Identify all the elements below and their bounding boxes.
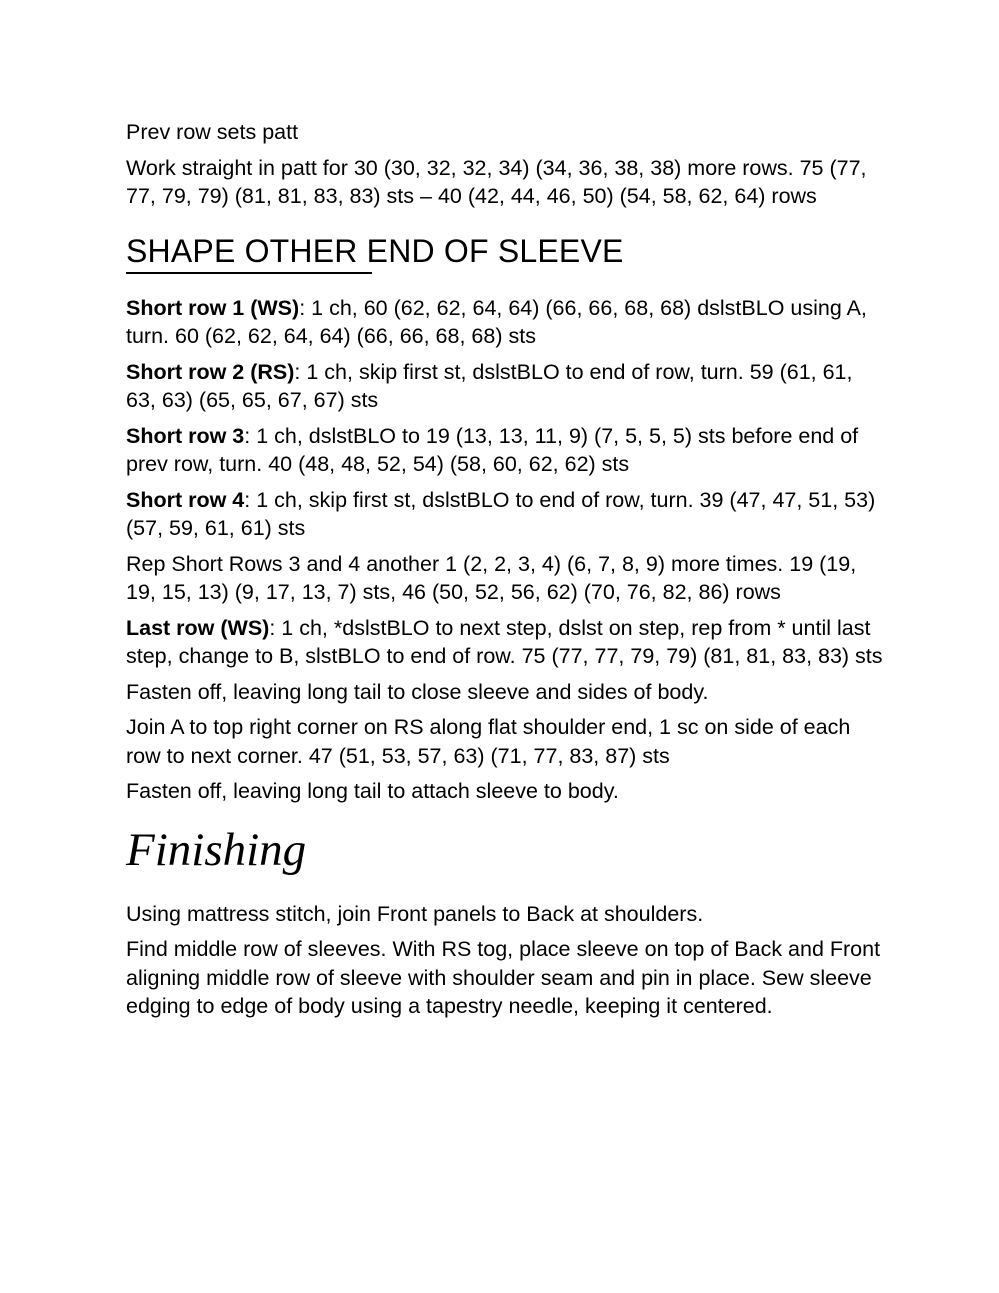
last-row bbox=[126, 614, 886, 671]
fasten-off-text-1: Fasten off, leaving long tail to close sleeve and sides of body. bbox=[126, 679, 709, 704]
prev-row-text: Prev row sets patt bbox=[126, 120, 299, 144]
short-row-3 bbox=[126, 422, 886, 479]
work-straight-text: Work straight in patt for 30 (30, 32, 32, 34) (34, 36, 38, 38) more rows. 75 (77, 77, 79, 79) (81, 81, 83, 83) sts – 40 (42, 44, 46, 50) (54, 58, 62, 64) rows bbox=[126, 155, 867, 208]
finishing-heading: Finishing bbox=[126, 823, 307, 876]
join-a-text: Join A to top right corner on RS along flat shoulder end, 1 sc on side of each row to next corner. 47 (51, 53, 57, 63) (71, 77, 83, 87) sts bbox=[126, 715, 851, 768]
short-row-4-label: Short row 4 bbox=[126, 487, 245, 512]
shape-sleeve-heading: SHAPE OTHER END OF SLEEVE bbox=[126, 232, 624, 269]
rep-short-rows-text: Rep Short Rows 3 and 4 another 1 (2, 2, 3, 4) (6, 7, 8, 9) more times. 19 (19, 19, 15, 13) (9, 17, 13, 7) sts, 46 (50, 52, 56, 62) (70, 76, 82, 86) rows bbox=[126, 551, 857, 604]
heading-underline bbox=[126, 272, 372, 274]
short-row-2-text: : 1 ch, skip first st, dslstBLO to end of row, turn. 59 (61, 61, 63, 63) (65, 65, 67, 67) sts bbox=[126, 359, 853, 412]
short-row-1-text: : 1 ch, 60 (62, 62, 64, 64) (66, 66, 68, 68) dslstBLO using A, turn. 60 (62, 62, 64, 64) (66, 66, 68, 68) sts bbox=[126, 295, 867, 348]
short-row-4-text: : 1 ch, skip first st, dslstBLO to end of row, turn. 39 (47, 47, 51, 53) (57, 59, 61, 61) sts bbox=[126, 487, 876, 540]
document-page bbox=[126, 118, 886, 1021]
mattress-stitch-text: Using mattress stitch, join Front panels to Back at shoulders. bbox=[126, 901, 704, 926]
short-row-2-label: Short row 2 (RS) bbox=[126, 359, 295, 384]
last-row-text: : 1 ch, *dslstBLO to next step, dslst on step, rep from * until last step, change to B, slstBLO to end of row. 75 (77, 77, 79, 79) (81, 81, 83, 83) sts bbox=[126, 615, 883, 668]
short-row-3-label: Short row 3 bbox=[126, 423, 245, 448]
last-row-label: Last row (WS) bbox=[126, 615, 270, 640]
fasten-off-text-2: Fasten off, leaving long tail to attach sleeve to body. bbox=[126, 779, 619, 803]
find-middle-text: Find middle row of sleeves. With RS tog, place sleeve on top of Back and Front aligning middle row of sleeve with shoulder seam and pin in place. Sew sleeve edging to edge of body using a tapestry needle, keeping it centered. bbox=[126, 937, 881, 1018]
short-row-1 bbox=[126, 294, 886, 351]
short-row-4 bbox=[126, 486, 886, 543]
short-row-3-text: : 1 ch, dslstBLO to 19 (13, 13, 11, 9) (7, 5, 5, 5) sts before end of prev row, turn. 40 (48, 48, 52, 54) (58, 60, 62, 62) sts bbox=[126, 423, 859, 476]
short-row-1-label: Short row 1 (WS) bbox=[126, 295, 300, 320]
short-row-2 bbox=[126, 358, 886, 415]
